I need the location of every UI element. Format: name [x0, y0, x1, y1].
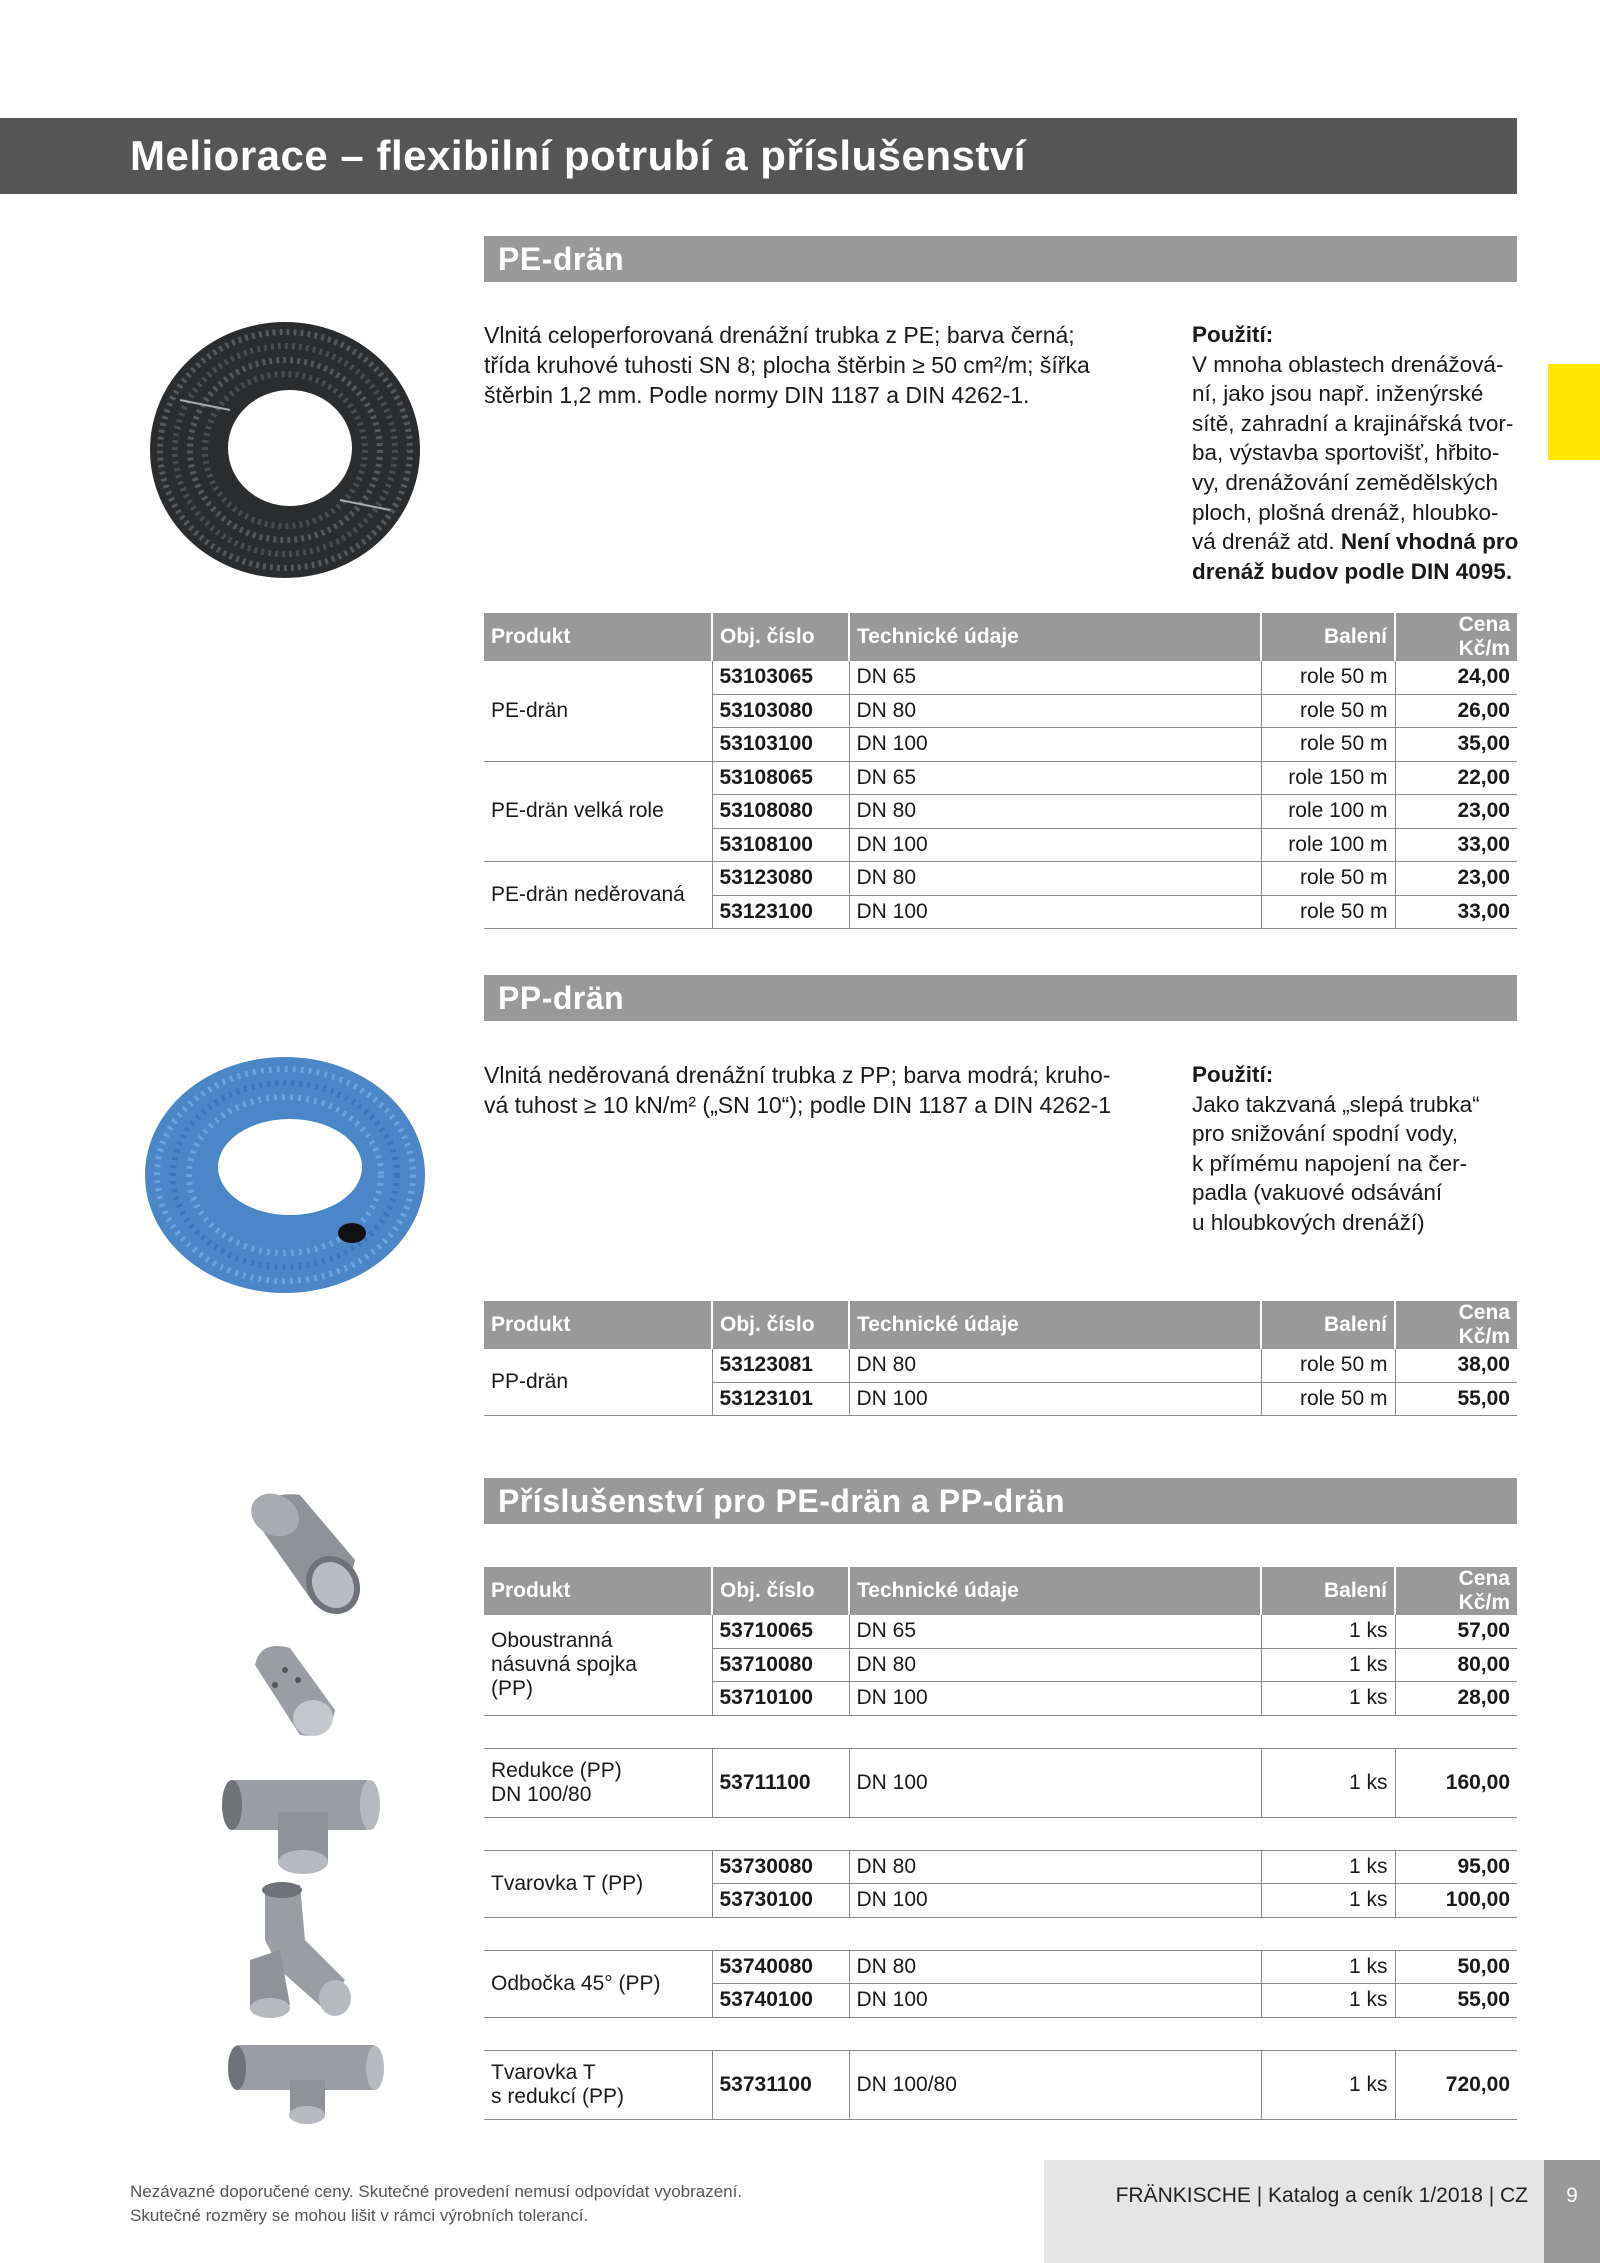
- product-name-cell: Redukce (PP) DN 100/80: [484, 1748, 712, 1817]
- pp-usage-line: Jako takzvaná „slepá trubka“: [1192, 1091, 1480, 1117]
- price-cell: 55,00: [1395, 1984, 1517, 2018]
- pe-usage-warning: Není vhodná pro: [1334, 529, 1519, 555]
- price-cell: 720,00: [1395, 2050, 1517, 2119]
- pe-usage: [1192, 320, 1522, 586]
- pp-usage-title: Použití:: [1192, 1062, 1274, 1087]
- packaging-cell: role 50 m: [1261, 1382, 1395, 1416]
- price-header: Cena Kč/m: [1395, 1567, 1517, 1615]
- packaging-cell: role 50 m: [1261, 1349, 1395, 1382]
- order-number-cell: 53710080: [712, 1648, 849, 1682]
- accessories-product-table: [484, 1567, 1517, 2120]
- pp-usage-line: pro snižování spodní vody,: [1192, 1121, 1458, 1147]
- title-banner: [0, 118, 1517, 194]
- price-cell: 23,00: [1395, 795, 1517, 829]
- blue-coiled-pipe-icon: [140, 1035, 430, 1305]
- product-name-cell: Tvarovka T s redukcí (PP): [484, 2050, 712, 2119]
- technical-data-cell: DN 100: [849, 895, 1261, 929]
- technical-data-cell: DN 100: [849, 1884, 1261, 1918]
- order-number-cell: 53710100: [712, 1682, 849, 1716]
- pp-section-title: PP-drän: [498, 980, 625, 1016]
- order-number-cell: 53711100: [712, 1748, 849, 1817]
- footer-note-line: Nezávazné doporučené ceny. Skutečné provedení nemusí odpovídat vyobrazení.: [130, 2182, 743, 2201]
- perforated-coupler-icon: [250, 1640, 340, 1740]
- price-cell: 55,00: [1395, 1382, 1517, 1416]
- pp-desc-line: Vlnitá neděrovaná drenážní trubka z PP; barva modrá; kruho-: [484, 1062, 1111, 1088]
- table-row: [484, 761, 1517, 795]
- pe-desc-line: štěrbin 1,2 mm. Podle normy DIN 1187 a DIN 4262-1.: [484, 382, 1030, 408]
- pe-usage-line: V mnoha oblastech drenážová-: [1192, 351, 1504, 377]
- order-number-cell: 53730100: [712, 1884, 849, 1918]
- price-cell: 57,00: [1395, 1615, 1517, 1648]
- reducing-t-icon: [225, 2040, 385, 2125]
- packaging-cell: role 50 m: [1261, 661, 1395, 694]
- technical-data-cell: DN 80: [849, 1349, 1261, 1382]
- accessories-section-header: [484, 1478, 1517, 1524]
- technical-data-cell: DN 80: [849, 1648, 1261, 1682]
- order-number-cell: 53123080: [712, 862, 849, 896]
- table-row: [484, 1950, 1517, 1984]
- table-header-row: [484, 613, 1517, 661]
- price-cell: 80,00: [1395, 1648, 1517, 1682]
- product-name-cell: Tvarovka T (PP): [484, 1850, 712, 1917]
- coupler-icon: [245, 1490, 365, 1615]
- pe-usage-line: ní, jako jsou např. inženýrské: [1192, 381, 1484, 407]
- pp-desc-line: vá tuhost ≥ 10 kN/m² („SN 10“); podle DIN 1187 a DIN 4262-1: [484, 1092, 1112, 1118]
- packaging-cell: role 100 m: [1261, 795, 1395, 829]
- packaging-cell: role 50 m: [1261, 728, 1395, 762]
- table-row: [484, 661, 1517, 694]
- table-spacer-row: [484, 1817, 1517, 1850]
- pp-usage-line: u hloubkových drenáží): [1192, 1209, 1425, 1235]
- pe-description: [484, 320, 1090, 410]
- technical-data-cell: DN 100: [849, 1984, 1261, 2018]
- product-name-cell: Oboustranná násuvná spojka (PP): [484, 1615, 712, 1715]
- product-name-cell: PP-drän: [484, 1349, 712, 1416]
- price-cell: 26,00: [1395, 694, 1517, 728]
- packaging-cell: role 150 m: [1261, 761, 1395, 795]
- technical-data-cell: DN 100: [849, 828, 1261, 862]
- price-cell: 33,00: [1395, 895, 1517, 929]
- order-number-cell: 53123081: [712, 1349, 849, 1382]
- pp-product-table: [484, 1301, 1517, 1416]
- price-cell: 33,00: [1395, 828, 1517, 862]
- price-cell: 100,00: [1395, 1884, 1517, 1918]
- product-name-cell: Odbočka 45° (PP): [484, 1950, 712, 2017]
- section-tab-marker: [1548, 364, 1600, 460]
- product-header: Produkt: [484, 613, 712, 661]
- pe-usage-title: Použití:: [1192, 322, 1274, 347]
- price-cell: 95,00: [1395, 1850, 1517, 1884]
- technical-data-cell: DN 65: [849, 761, 1261, 795]
- order-number-cell: 53730080: [712, 1850, 849, 1884]
- technical-data-cell: DN 100/80: [849, 2050, 1261, 2119]
- technical-data-cell: DN 65: [849, 661, 1261, 694]
- table-header-row: [484, 1567, 1517, 1615]
- y-branch-icon: [235, 1880, 365, 2020]
- table-spacer-row: [484, 2017, 1517, 2050]
- order-number-cell: 53103100: [712, 728, 849, 762]
- order-number-cell: 53108080: [712, 795, 849, 829]
- table-header-row: [484, 1301, 1517, 1349]
- pe-desc-line: Vlnitá celoperforovaná drenážní trubka z PE; barva černá;: [484, 322, 1075, 348]
- price-cell: 23,00: [1395, 862, 1517, 896]
- table-spacer-row: [484, 1917, 1517, 1950]
- footer-catalog-box: [1044, 2160, 1544, 2263]
- pe-desc-line: třída kruhové tuhosti SN 8; plocha štěrbin ≥ 50 cm²/m; šířka: [484, 352, 1090, 378]
- price-cell: 22,00: [1395, 761, 1517, 795]
- pe-usage-period: .: [1505, 558, 1513, 584]
- technical-data-cell: DN 80: [849, 862, 1261, 896]
- product-header: Produkt: [484, 1301, 712, 1349]
- price-header: Cena Kč/m: [1395, 613, 1517, 661]
- technical-data-header: Technické údaje: [849, 1301, 1261, 1349]
- pe-usage-line: vá drenáž atd.: [1192, 529, 1335, 555]
- order-number-cell: 53740080: [712, 1950, 849, 1984]
- pe-usage-line: sítě, zahradní a krajinářská tvor-: [1192, 410, 1514, 436]
- pp-usage-line: padla (vakuové odsávání: [1192, 1180, 1443, 1206]
- table-row: [484, 1615, 1517, 1648]
- order-number-cell: 53123100: [712, 895, 849, 929]
- table-row: [484, 862, 1517, 896]
- packaging-cell: 1 ks: [1261, 1950, 1395, 1984]
- packaging-cell: role 50 m: [1261, 895, 1395, 929]
- order-number-cell: 53108100: [712, 828, 849, 862]
- technical-data-cell: DN 100: [849, 1682, 1261, 1716]
- table-row: [484, 1850, 1517, 1884]
- product-name-cell: PE-drän neděrovaná: [484, 862, 712, 929]
- order-number-cell: 53731100: [712, 2050, 849, 2119]
- price-cell: 38,00: [1395, 1349, 1517, 1382]
- packaging-header: Balení: [1261, 613, 1395, 661]
- order-number-cell: 53103065: [712, 661, 849, 694]
- price-cell: 28,00: [1395, 1682, 1517, 1716]
- technical-data-cell: DN 80: [849, 1950, 1261, 1984]
- packaging-cell: 1 ks: [1261, 1648, 1395, 1682]
- price-cell: 160,00: [1395, 1748, 1517, 1817]
- packaging-cell: 1 ks: [1261, 1748, 1395, 1817]
- table-row: [484, 1748, 1517, 1817]
- order-number-cell: 53108065: [712, 761, 849, 795]
- technical-data-cell: DN 100: [849, 728, 1261, 762]
- t-fitting-icon: [220, 1772, 380, 1877]
- packaging-cell: role 50 m: [1261, 694, 1395, 728]
- packaging-header: Balení: [1261, 1301, 1395, 1349]
- packaging-cell: 1 ks: [1261, 2050, 1395, 2119]
- price-cell: 35,00: [1395, 728, 1517, 762]
- packaging-header: Balení: [1261, 1567, 1395, 1615]
- technical-data-header: Technické údaje: [849, 1567, 1261, 1615]
- price-cell: 50,00: [1395, 1950, 1517, 1984]
- pe-section-title: PE-drän: [498, 241, 625, 277]
- table-spacer-row: [484, 1715, 1517, 1748]
- packaging-cell: 1 ks: [1261, 1850, 1395, 1884]
- technical-data-cell: DN 100: [849, 1382, 1261, 1416]
- pp-description: [484, 1060, 1111, 1120]
- footer-catalog-label: FRÄNKISCHE | Katalog a ceník 1/2018 | CZ: [1115, 2184, 1528, 2207]
- product-header: Produkt: [484, 1567, 712, 1615]
- footer-disclaimer: [130, 2180, 742, 2228]
- page-number-box: [1544, 2160, 1600, 2263]
- order-number-cell: 53710065: [712, 1615, 849, 1648]
- technical-data-cell: DN 80: [849, 1850, 1261, 1884]
- technical-data-cell: DN 80: [849, 795, 1261, 829]
- pp-section-header: [484, 975, 1517, 1021]
- order-number-cell: 53103080: [712, 694, 849, 728]
- table-row: [484, 2050, 1517, 2119]
- footer-note-line: Skutečné rozměry se mohou lišit v rámci výrobních tolerancí.: [130, 2206, 589, 2225]
- pe-usage-warning: drenáž budov podle DIN 4095: [1192, 558, 1506, 584]
- order-number-header: Obj. číslo: [712, 1567, 849, 1615]
- product-name-cell: PE-drän: [484, 661, 712, 761]
- pe-usage-line: ploch, plošná drenáž, hloubko-: [1192, 499, 1499, 525]
- packaging-cell: 1 ks: [1261, 1615, 1395, 1648]
- order-number-header: Obj. číslo: [712, 613, 849, 661]
- technical-data-cell: DN 80: [849, 694, 1261, 728]
- table-row: [484, 1349, 1517, 1382]
- price-header: Cena Kč/m: [1395, 1301, 1517, 1349]
- pe-usage-line: vy, drenážování zemědělských: [1192, 469, 1498, 495]
- page-title: Meliorace – flexibilní potrubí a příslušenství: [130, 132, 1026, 179]
- price-cell: 24,00: [1395, 661, 1517, 694]
- order-number-cell: 53740100: [712, 1984, 849, 2018]
- order-number-header: Obj. číslo: [712, 1301, 849, 1349]
- pp-usage-line: k přímému napojení na čer-: [1192, 1150, 1468, 1176]
- black-coiled-pipe-icon: [140, 310, 430, 590]
- product-name-cell: PE-drän velká role: [484, 761, 712, 862]
- pe-product-table: [484, 613, 1517, 929]
- page-number: 9: [1566, 2184, 1578, 2207]
- pp-usage: [1192, 1060, 1522, 1238]
- packaging-cell: 1 ks: [1261, 1884, 1395, 1918]
- packaging-cell: role 50 m: [1261, 862, 1395, 896]
- technical-data-cell: DN 100: [849, 1748, 1261, 1817]
- packaging-cell: 1 ks: [1261, 1984, 1395, 2018]
- pe-section-header: [484, 236, 1517, 282]
- pe-usage-line: ba, výstavba sportovišť, hřbito-: [1192, 440, 1500, 466]
- technical-data-cell: DN 65: [849, 1615, 1261, 1648]
- technical-data-header: Technické údaje: [849, 613, 1261, 661]
- order-number-cell: 53123101: [712, 1382, 849, 1416]
- packaging-cell: role 100 m: [1261, 828, 1395, 862]
- accessories-section-title: Příslušenství pro PE-drän a PP-drän: [498, 1483, 1065, 1519]
- packaging-cell: 1 ks: [1261, 1682, 1395, 1716]
